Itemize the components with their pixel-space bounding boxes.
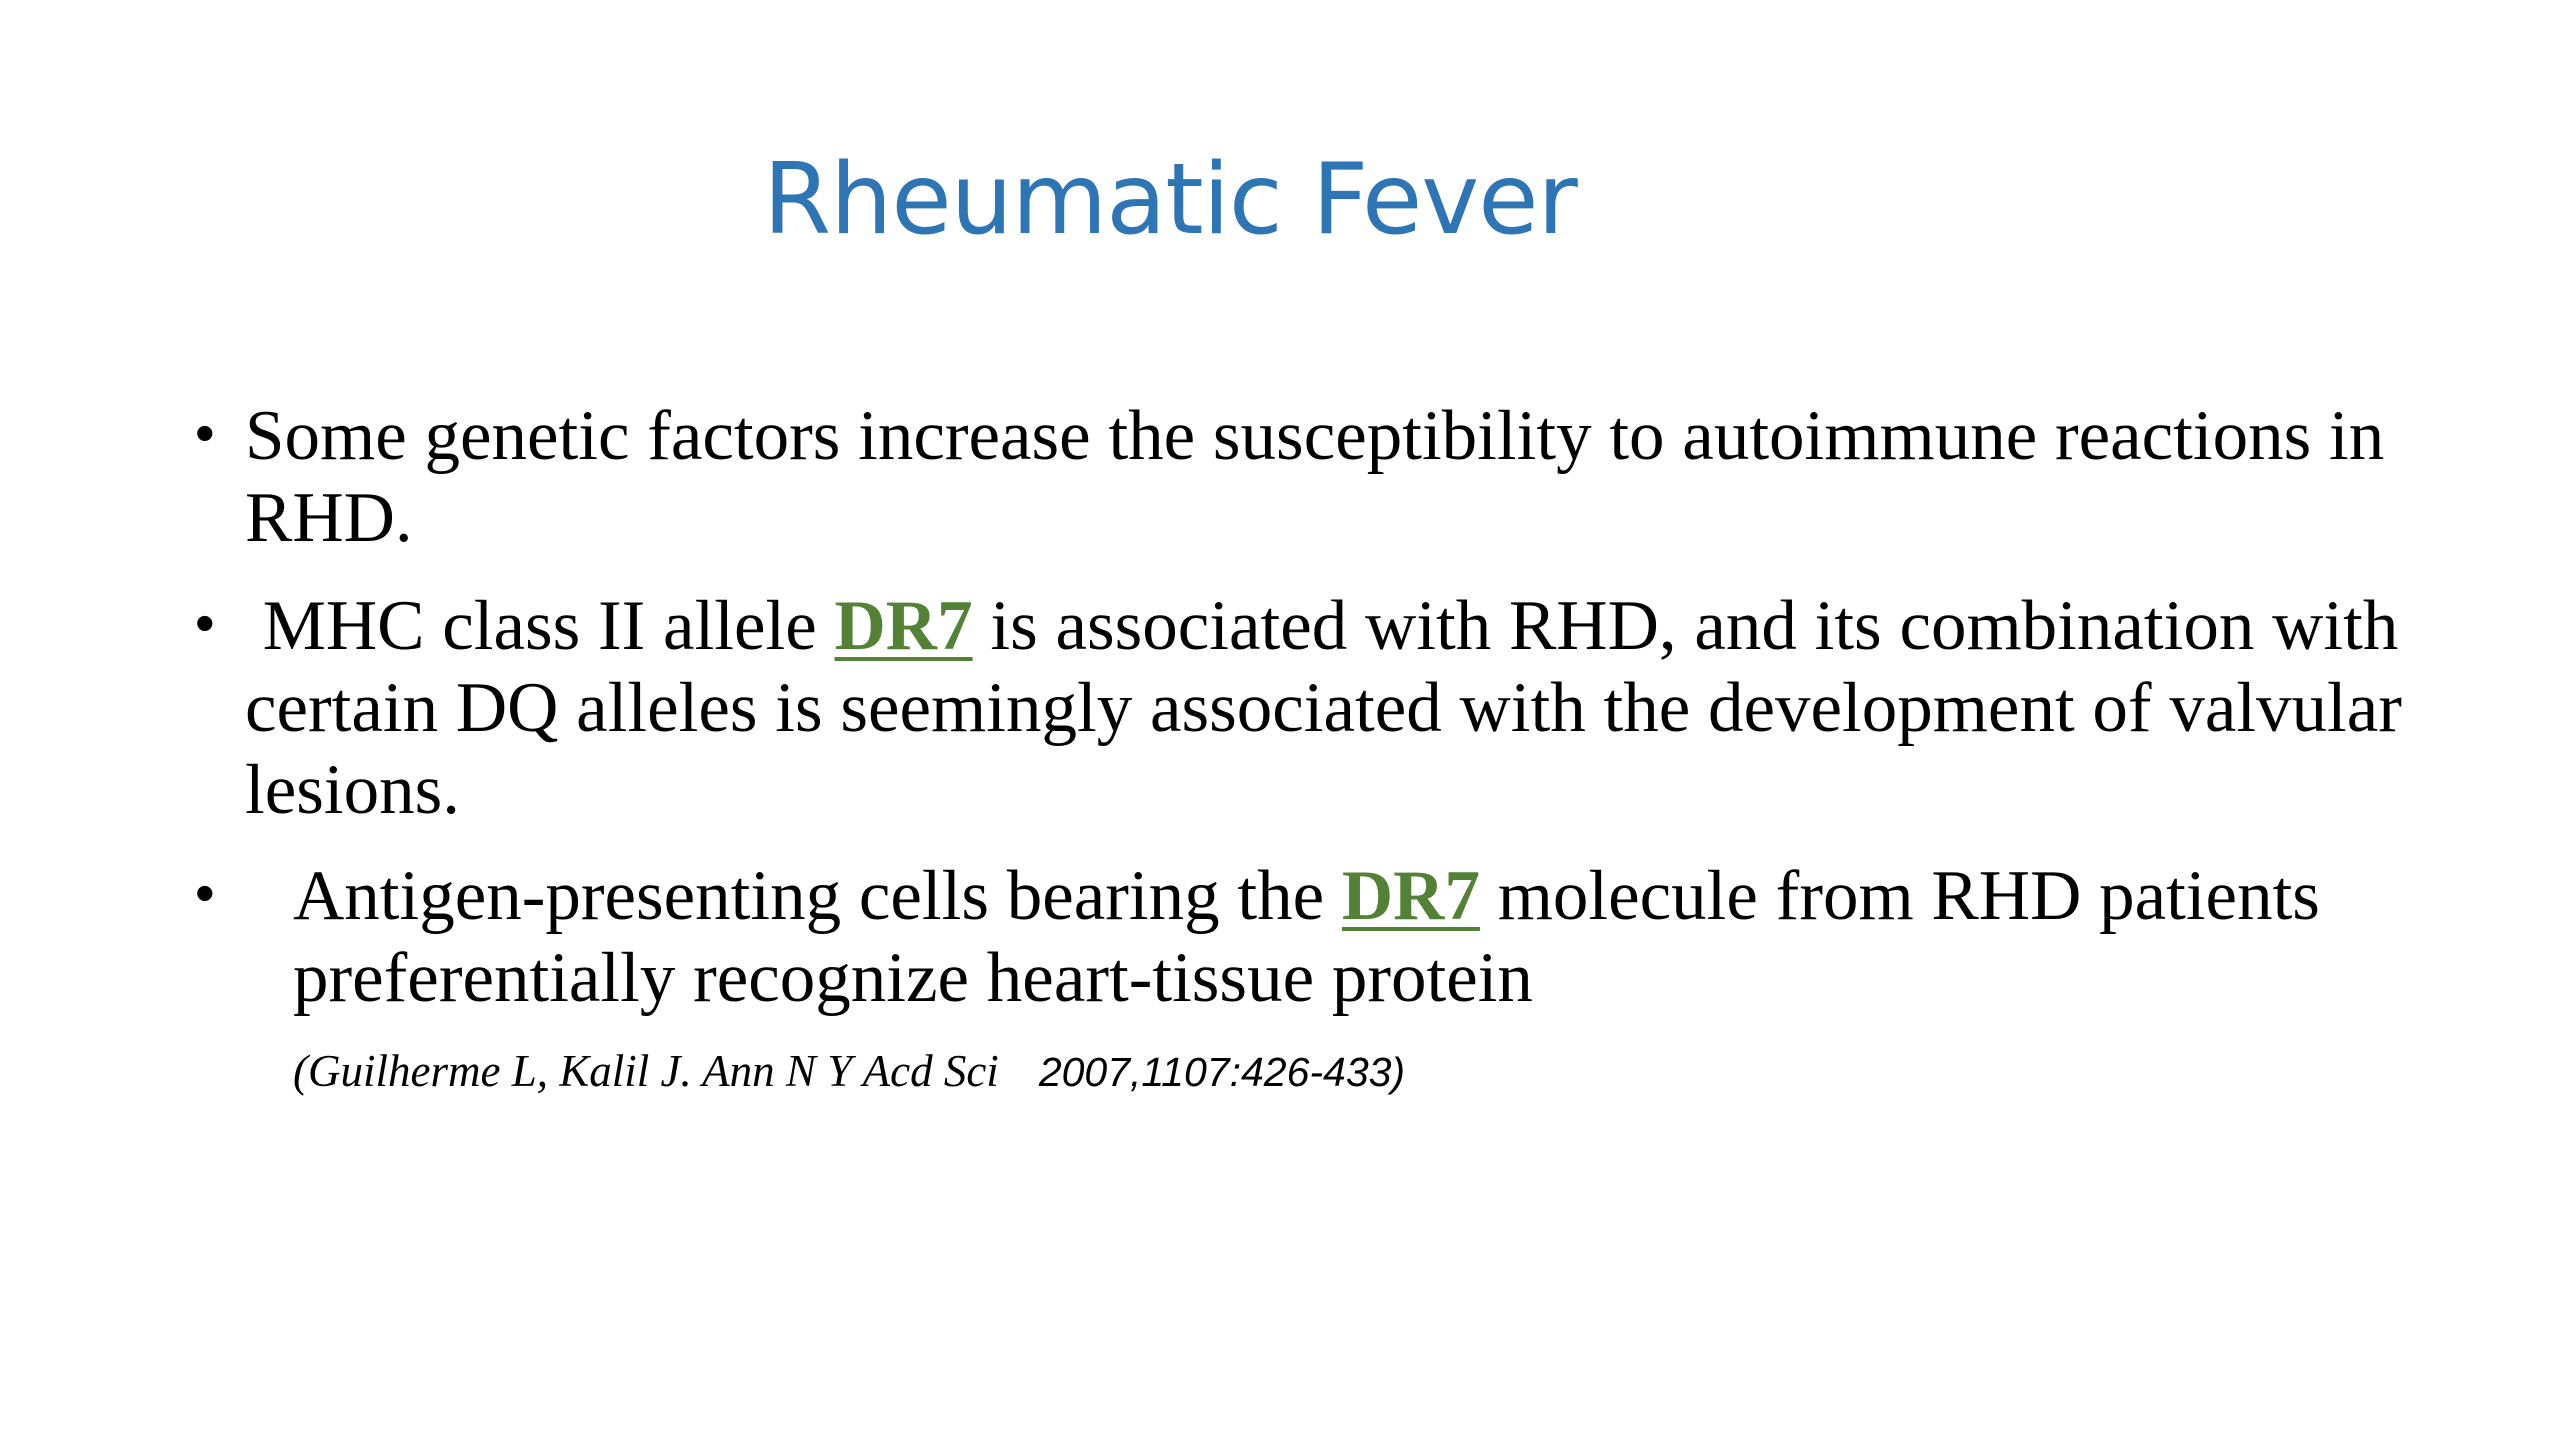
citation [293,1043,1893,1100]
bullet-marker-2: • [195,591,215,654]
bullet-text-1: Some genetic factors increase the susceptibility to autoimmune reactions in RHD. [245,397,2385,557]
bullet-item-1 [245,395,2425,559]
bullet-marker-1: • [195,401,215,464]
bullet-text-2-start: MHC class II allele [262,587,835,665]
bullet-item-3 [293,855,2393,1019]
bullet-text-2-end: is associated with RHD, and its combination with certain DQ alleles is seemingly associated with the development of valvular lesions. [245,587,2402,829]
bullet-text-3-start: Antigen-presenting cells bearing the [293,857,1342,935]
citation-authors: (Guilherme L, Kalil J. Ann N Y Acd Sci [293,1046,999,1096]
bullet-marker-3: • [195,861,215,924]
bullet-text-3-end: molecule from RHD patients preferentially recognize heart-tissue protein [293,857,2320,1017]
citation-details: 2007,1107:426-433) [1038,1049,1406,1095]
bullet-item-2 [245,585,2445,831]
dr7-highlight-1: DR7 [834,587,973,665]
slide-title: Rheumatic Fever [763,143,1577,257]
dr7-highlight-2: DR7 [1341,857,1480,935]
